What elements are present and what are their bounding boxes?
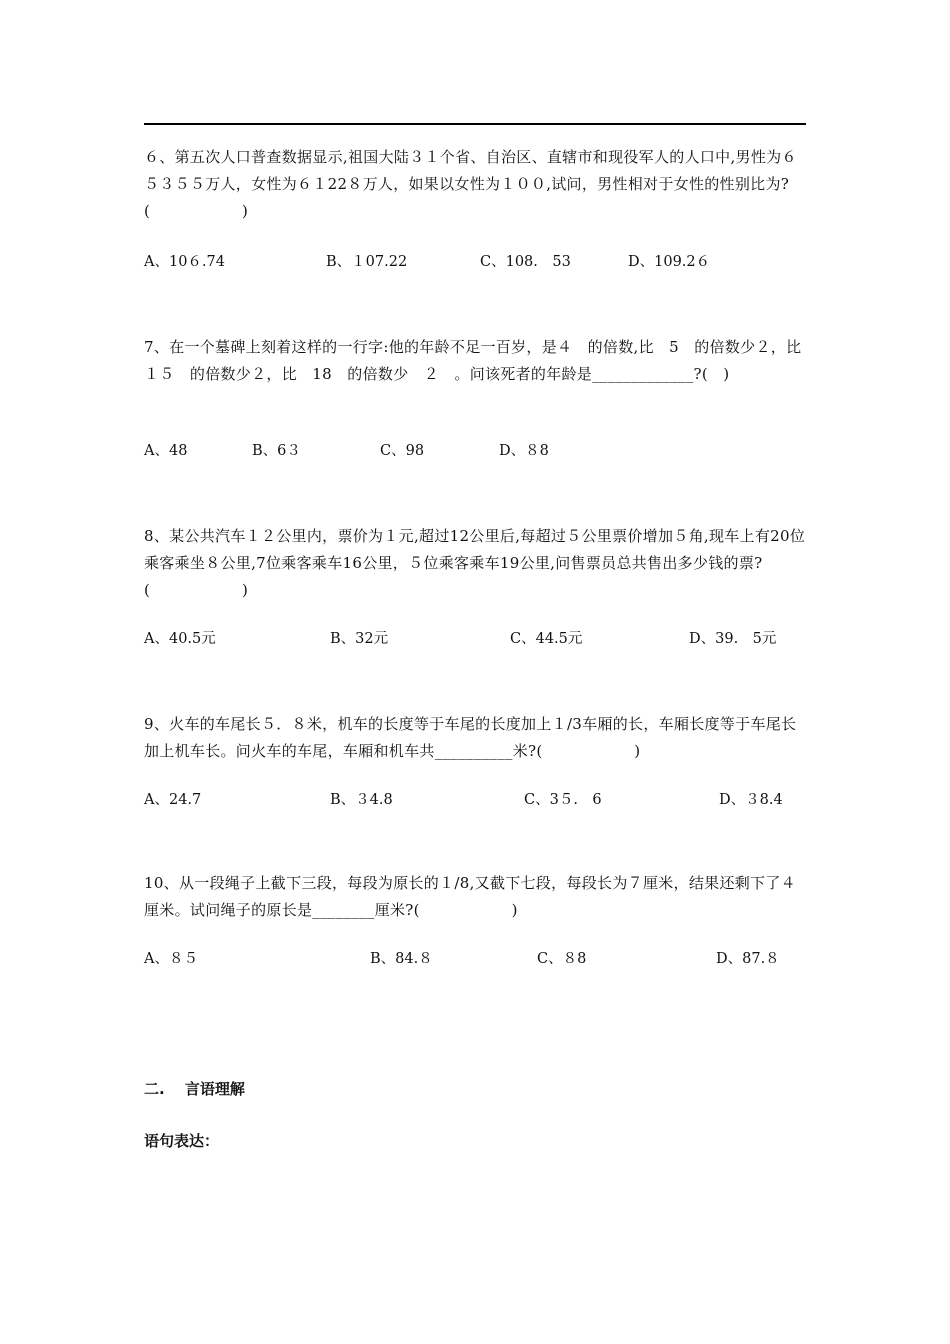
option-b[interactable]: B、32元 [330, 631, 389, 647]
top-rule [144, 123, 806, 125]
question-6: ６、第五次人口普查数据显示,祖国大陆３１个省、自治区、直辖市和现役军人的人口中,男性为６５３５５万人，女性为６１22８万人，如果以女性为１００,试问，男性相对于女性的性别比为?( ) [144, 148, 797, 220]
section-heading: 二. 言语理解 [144, 1080, 245, 1098]
options-q7 [144, 439, 806, 461]
question-8: 8、某公共汽车１２公里内，票价为１元,超过12公里后,每超过５公里票价增加５角,现车上有20位乘客乘坐８公里,7位乘客乘车16公里，５位乘客乘车19公里,问售票员总共售出多少钱的票?( ) [144, 527, 806, 599]
option-a[interactable]: A、10６.74 [144, 254, 225, 270]
option-c[interactable]: C、3５. 6 [524, 792, 602, 808]
option-a[interactable]: A、40.5元 [144, 631, 216, 647]
question-10: 10、从一段绳子上截下三段，每段为原长的１/8,又截下七段，每段长为７厘米，结果还剩下了４厘米。试问绳子的原长是________厘米?( ) [144, 874, 796, 919]
option-b[interactable]: B、6３ [252, 443, 301, 459]
option-a[interactable]: A、48 [144, 443, 188, 459]
option-c[interactable]: C、98 [380, 443, 425, 459]
option-d[interactable]: D、87.８ [716, 951, 780, 967]
options-q9 [144, 788, 806, 810]
option-b[interactable]: B、３4.8 [330, 792, 393, 808]
option-d[interactable]: D、109.2６ [628, 254, 711, 270]
option-d[interactable]: D、３8.4 [719, 792, 783, 808]
option-d[interactable]: D、８8 [499, 443, 549, 459]
options-q6 [144, 250, 806, 272]
question-7: 7、在一个墓碑上刻着这样的一行字:他的年龄不足一百岁，是４ 的倍数,比 5 的倍数少２，比 １５ 的倍数少２，比 18 的倍数少 ２ 。问该死者的年龄是_____________?( ) [144, 338, 817, 383]
option-b[interactable]: B、84.８ [370, 951, 433, 967]
option-c[interactable]: C、108. 53 [480, 254, 571, 270]
option-c[interactable]: C、44.5元 [510, 631, 583, 647]
option-a[interactable]: A、24.7 [144, 792, 202, 808]
option-b[interactable]: B、１07.22 [326, 254, 408, 270]
option-a[interactable]: A、８５ [144, 951, 198, 967]
section-subheading: 语句表达： [144, 1132, 220, 1150]
question-9: 9、火车的车尾长５．８米，机车的长度等于车尾的长度加上１/3车厢的长，车厢长度等于车尾长加上机车长。问火车的车尾，车厢和机车共__________米?( ) [144, 715, 797, 760]
option-d[interactable]: D、39. 5元 [689, 631, 777, 647]
options-q8 [144, 627, 806, 649]
options-q10 [144, 947, 806, 969]
option-c[interactable]: C、８8 [537, 951, 587, 967]
